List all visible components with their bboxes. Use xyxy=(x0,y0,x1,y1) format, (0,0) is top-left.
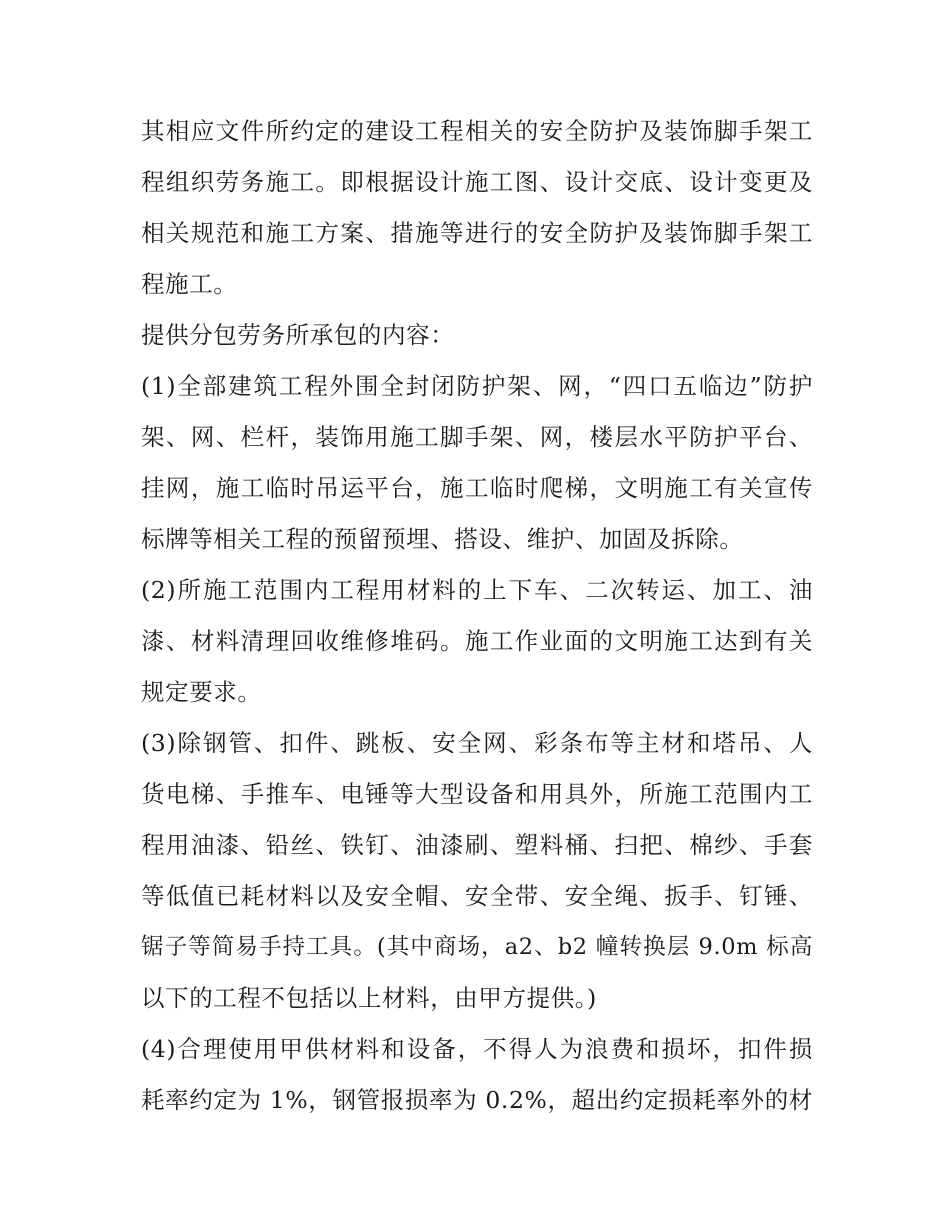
text-line: 相关规范和施工方案、措施等进行的安全防护及装饰脚手架工 xyxy=(141,219,813,247)
text-line: 耗率约定为 1%，钢管报损率为 0.2%，超出约定损耗率外的材 xyxy=(141,1086,813,1114)
text-line: 其相应文件所约定的建设工程相关的安全防护及装饰脚手架工 xyxy=(141,117,813,145)
text-line: 货电梯、手推车、电锤等大型设备和用具外，所施工范围内工 xyxy=(141,780,813,808)
text-line: 漆、材料清理回收维修堆码。施工作业面的文明施工达到有关 xyxy=(141,627,813,655)
text-line: (3)除钢管、扣件、跳板、安全网、彩条布等主材和塔吊、人 xyxy=(141,729,813,757)
text-line: 锯子等简易手持工具。(其中商场，a2、b2 幢转换层 9.0m 标高 xyxy=(141,934,813,960)
text-line: 规定要求。 xyxy=(141,678,262,706)
text-line: (2)所施工范围内工程用材料的上下车、二次转运、加工、油 xyxy=(141,576,813,604)
text-line: 挂网，施工临时吊运平台，施工临时爬梯，文明施工有关宣传 xyxy=(141,474,813,502)
text-line: (1)全部建筑工程外围全封闭防护架、网，“四口五临边”防护 xyxy=(141,372,813,400)
text-line: 架、网、栏杆，装饰用施工脚手架、网，楼层水平防护平台、 xyxy=(141,423,813,451)
body-text xyxy=(141,106,813,1126)
text-line: 等低值已耗材料以及安全帽、安全带、安全绳、扳手、钉锤、 xyxy=(141,882,813,910)
text-line: 程组织劳务施工。即根据设计施工图、设计交底、设计变更及 xyxy=(141,168,813,196)
text-line: 程用油漆、铅丝、铁钉、油漆刷、塑料桶、扫把、棉纱、手套 xyxy=(141,831,813,859)
text-line: 以下的工程不包括以上材料，由甲方提供。) xyxy=(141,984,597,1012)
text-line: (4)合理使用甲供材料和设备，不得人为浪费和损坏，扣件损 xyxy=(141,1035,813,1063)
section-heading: 提供分包劳务所承包的内容： xyxy=(141,321,455,349)
text-line: 标牌等相关工程的预留预埋、搭设、维护、加固及拆除。 xyxy=(141,525,744,553)
text-line: 程施工。 xyxy=(141,270,238,298)
